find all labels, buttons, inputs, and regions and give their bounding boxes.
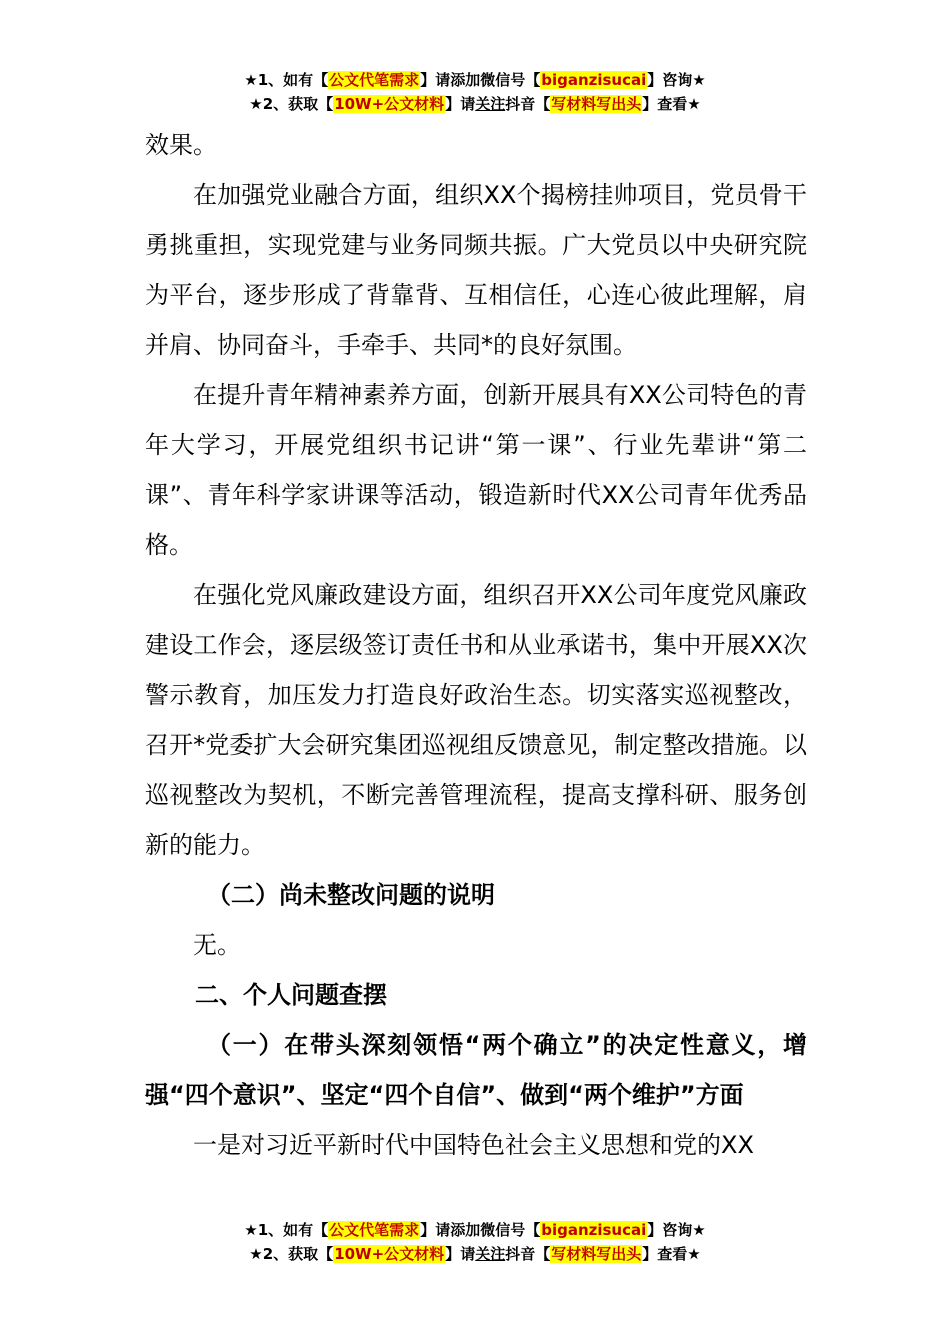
paragraph: 在加强党业融合方面，组织XX个揭榜挂帅项目，党员骨干勇挑重担，实现党建与业务同频共振。广大党员以中央研究院为平台，逐步形成了背靠背、互相信任，心连心彼此理解，肩并肩、协同奋斗，手牵手、共同*的良好氛围。	[145, 181, 807, 359]
banner-highlight: 公文代笔需求	[329, 1221, 420, 1239]
banner-text: 】咨询★	[647, 1221, 706, 1239]
banner-line-2	[0, 1242, 950, 1266]
banner-line-1	[0, 1218, 950, 1242]
banner-text: 】请	[445, 95, 476, 113]
banner-highlight: biganzisucai	[541, 1221, 647, 1239]
banner-text: 抖音【	[505, 95, 551, 113]
header-banner	[0, 68, 950, 116]
paragraph: 效果。	[145, 131, 217, 159]
banner-highlight: 10W+公文材料	[334, 95, 445, 113]
banner-text: 】咨询★	[647, 71, 706, 89]
sub-heading: （二）尚未整改问题的说明	[207, 881, 495, 909]
banner-text: ★2、获取【	[249, 1245, 334, 1263]
banner-text: ★1、如有【	[244, 71, 329, 89]
banner-line-1	[0, 68, 950, 92]
banner-highlight: 公文代笔需求	[329, 71, 420, 89]
banner-text: 抖音【	[505, 1245, 551, 1263]
banner-underlined: 关注	[475, 95, 506, 113]
banner-highlight: 写材料写出头	[551, 1245, 642, 1263]
footer-banner	[0, 1218, 950, 1266]
banner-text: 】请	[445, 1245, 476, 1263]
paragraph: 一是对习近平新时代中国特色社会主义思想和党的XX	[193, 1131, 754, 1159]
banner-highlight: 写材料写出头	[551, 95, 642, 113]
banner-highlight: 10W+公文材料	[334, 1245, 445, 1263]
section-heading: 二、个人问题查摆	[195, 981, 387, 1009]
banner-text: 】请添加微信号【	[420, 1221, 541, 1239]
paragraph: 无。	[193, 931, 241, 959]
banner-highlight: biganzisucai	[541, 71, 647, 89]
banner-text: 】请添加微信号【	[420, 71, 541, 89]
sub-heading: （一）在带头深刻领悟“两个确立”的决定性意义，增强“四个意识”、坚定“四个自信”、做到“两个维护”方面	[145, 1031, 807, 1109]
banner-text: ★2、获取【	[249, 95, 334, 113]
paragraph: 在强化党风廉政建设方面，组织召开XX公司年度党风廉政建设工作会，逐层级签订责任书和从业承诺书，集中开展XX次警示教育，加压发力打造良好政治生态。切实落实巡视整改，召开*党委扩大会研究集团巡视组反馈意见，制定整改措施。以巡视整改为契机，不断完善管理流程，提高支撑科研、服务创新的能力。	[145, 581, 807, 859]
paragraph: 在提升青年精神素养方面，创新开展具有XX公司特色的青年大学习，开展党组织书记讲“第一课”、行业先辈讲“第二课”、青年科学家讲课等活动，锻造新时代XX公司青年优秀品格。	[145, 381, 807, 559]
banner-text: ★1、如有【	[244, 1221, 329, 1239]
banner-text: 】查看★	[642, 1245, 701, 1263]
document-body	[145, 120, 807, 1170]
banner-text: 】查看★	[642, 95, 701, 113]
banner-underlined: 关注	[475, 1245, 506, 1263]
banner-line-2	[0, 92, 950, 116]
